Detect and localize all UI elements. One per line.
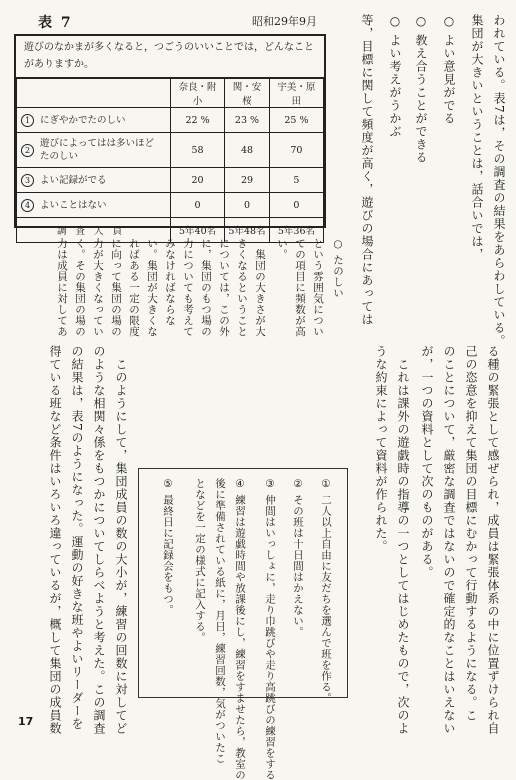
rule-item: となどを一定の様式に記入する。 (194, 478, 206, 643)
text-column: が，一つの資料として次のものがある。 (420, 345, 434, 579)
text-column: きくなるということ (236, 238, 248, 337)
text-column: 力が大きくなってい (92, 238, 104, 337)
table-cell: 22 % (171, 108, 225, 133)
text-column: い。 (276, 238, 288, 260)
table-cell: 5 (269, 168, 323, 193)
row-label: よいことはない (40, 199, 107, 211)
text-column: ○ たのしい (332, 238, 344, 299)
text-column: このようにして，集団成員の数の大小が，練習の回数に対してど (114, 345, 128, 735)
row-label: よい記録がでる (40, 174, 107, 186)
rule-item: ⑤ 最終日に記録会をもつ。 (162, 478, 174, 616)
table-cell: 5年48名 (225, 218, 270, 243)
total-label: 調査人員 (17, 218, 171, 243)
column-header: 宇美・原田 (269, 79, 323, 108)
table-cell: 23 % (225, 108, 270, 133)
text-column: 集団が大きいということは，話合いでは， (470, 14, 484, 261)
table-cell: 0 (171, 193, 225, 218)
survey-table (14, 34, 326, 237)
text-column: 集団の大きさが大 (254, 238, 266, 337)
text-column: という雰囲気につい (312, 238, 324, 337)
text-column: のことについて，厳密な調査ではないので確定的なことはいえない (442, 345, 456, 735)
text-column: うな約束によって資料が作られた。 (374, 345, 388, 553)
table-cell: 48 (225, 133, 270, 168)
table-grid (16, 78, 324, 243)
table-row (17, 108, 324, 133)
table-cell: 70 (269, 133, 323, 168)
text-column: ○ よい考えがうかぶ (388, 14, 402, 138)
table-cell: 5年36名 (269, 218, 323, 243)
column-header: 関・安桜 (225, 79, 270, 108)
table-date: 昭和29年9月 (252, 15, 317, 28)
table-question: 遊びのなかまが多くなると，つごうのいいことでは，どんなことがありますか。 (16, 36, 324, 78)
text-column: ればある一定の限度 (128, 238, 140, 337)
rule-item: ② その班は十日間はかえない。 (292, 478, 304, 638)
table-cell: 5年40名 (171, 218, 225, 243)
rule-item: ④ 練習は遊戯時間や放課後にし，練習をすませたら，教室の (234, 478, 246, 780)
table-row (17, 133, 324, 168)
table-cell: 0 (225, 193, 270, 218)
text-column: 力についても考えて (182, 238, 194, 337)
table-cell: 20 (171, 168, 225, 193)
row-mark: 3 (21, 174, 34, 187)
table-label: 表 7 (38, 15, 73, 31)
text-column: ○ よい意見がでる (442, 14, 456, 125)
row-label: にぎやかでたのしい (40, 114, 126, 126)
text-column: 等，目標に関して頻度が高く，遊びの場合にあっては (360, 14, 374, 326)
row-mark: 2 (21, 144, 34, 157)
text-column: みなければならな (164, 238, 176, 326)
text-column: これは課外の遊戯時の指導の一つとしてはじめたもので，次のよ (396, 345, 410, 735)
text-column: に，集団のもつ場の (200, 238, 212, 337)
text-column: い。集団が大きくな (146, 238, 158, 337)
row-label: 遊びによってはは多いほどたのしい (40, 138, 155, 162)
row-mark: 1 (21, 114, 34, 127)
table-row (17, 193, 324, 218)
column-header: 奈良・附小 (171, 79, 225, 108)
text-column: われている。表7は，その調査の結果をあらわしている。 (492, 14, 506, 348)
rule-item: ① 二人以上自由に友だちを選んで班を作る。 (320, 478, 332, 704)
text-column: 得ている班など条件はいろいろ違っているが，概して集団の成員数 (48, 345, 62, 735)
text-column: のような相関々係をもつかについてしらべようと考えた。この調査 (92, 345, 106, 735)
table-cell: 25 % (269, 108, 323, 133)
text-column: については，この外 (218, 238, 230, 337)
text-column: に向って集団の場の (110, 238, 122, 337)
row-mark: 4 (21, 199, 34, 212)
text-column: 力は成員に対してあ (56, 238, 68, 337)
text-column: ての項目に頻数が高 (294, 238, 306, 337)
rule-item: ③ 仲間はいっしょに，走り巾跳びや走り高跳びの練習をする (264, 478, 276, 780)
table-cell: 0 (269, 193, 323, 218)
table-row (17, 168, 324, 193)
text-column: く。その集団の場の (74, 238, 86, 337)
table-header-row (17, 79, 324, 108)
text-column: ○ 教え合うことができる (414, 14, 428, 164)
page-number: 17 (18, 715, 34, 728)
rule-item: 後に準備されている紙に，月日，練習回数，気がついたこ (214, 478, 226, 764)
table-cell: 58 (171, 133, 225, 168)
text-column: の結果は，表7のようになった。運動の好きな班やよいリーダーを (70, 345, 84, 731)
text-column: 己の恣意を抑えて集団の目標にむかって行動するようになる。こ (464, 345, 478, 722)
text-column: る種の緊張として感ぜられ，成員は緊張体系の中に位置ずけられ自 (486, 345, 500, 735)
table-cell: 29 (225, 168, 270, 193)
